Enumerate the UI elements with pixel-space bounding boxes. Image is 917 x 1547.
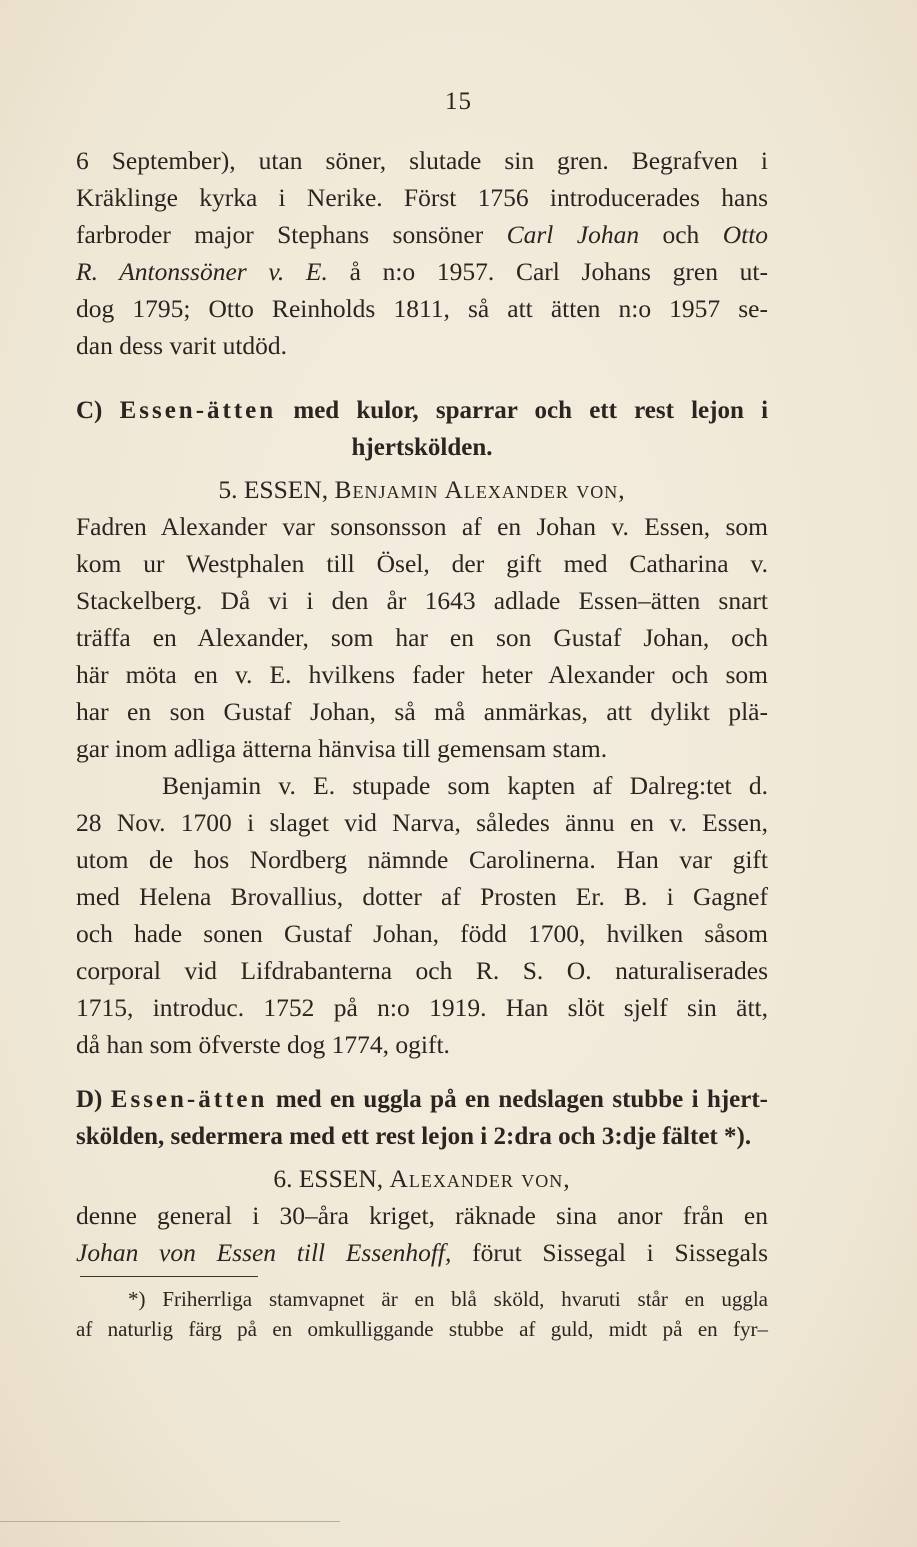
- heading-line: skölden, sedermera med ett rest lejon i 2:dra och 3:dje fältet *).: [76, 1123, 752, 1150]
- text-line: denne general i 30–åra kriget, räknade sina anor från en: [76, 1201, 768, 1230]
- text-line: här möta en v. E. hvilkens fader heter Alexander och som: [76, 660, 768, 689]
- entry-6: [76, 1160, 768, 1271]
- text-line: utom de hos Nordberg nämnde Carolinerna. Han var gift: [76, 845, 768, 874]
- text-line: och hade sonen Gustaf Johan, född 1700, hvilken såsom: [76, 919, 768, 948]
- section-c-heading: [76, 392, 768, 466]
- text-line: med Helena Brovallius, dotter af Prosten Er. B. i Gagnef: [76, 882, 768, 911]
- entry-title: 5. ESSEN, Benjamin Alexander von,: [218, 475, 626, 504]
- text-line: dan dess varit utdöd.: [76, 331, 288, 360]
- heading-line: C) Essen-ätten med kulor, sparrar och ett rest lejon i: [76, 397, 769, 424]
- text-line: 6 September), utan söner, slutade sin gren. Begrafven i: [76, 146, 768, 175]
- page-edge-line: [0, 1521, 340, 1522]
- text-line: kom ur Westphalen till Ösel, der gift med Catharina v.: [76, 549, 768, 578]
- text-line: Stackelberg. Då vi i den år 1643 adlade Essen–ätten snart: [76, 586, 768, 615]
- text-line: corporal vid Lifdrabanterna och R. S. O. naturaliserades: [76, 956, 768, 985]
- text-line: träffa en Alexander, som har en son Gustaf Johan, och: [76, 623, 768, 652]
- section-d-heading: [76, 1081, 768, 1155]
- page-number: 15: [445, 88, 472, 115]
- footnote: [76, 1284, 768, 1344]
- text-line: dog 1795; Otto Reinholds 1811, så att ätten n:o 1957 se-: [76, 294, 768, 323]
- text-line: Fadren Alexander var sonsonsson af en Johan v. Essen, som: [76, 512, 768, 541]
- heading-line: D) Essen-ätten med en uggla på en nedslagen stubbe i hjert-: [76, 1086, 769, 1113]
- footnote-rule: [80, 1276, 258, 1277]
- entry-5: [76, 471, 768, 1063]
- text-line: 28 Nov. 1700 i slaget vid Narva, således ännu en v. Essen,: [76, 808, 768, 837]
- text-line: har en son Gustaf Johan, så må anmärkas, att dylikt plä-: [76, 697, 768, 726]
- text-line: Johan von Essen till Essenhoff, förut Sissegal i Sissegals: [76, 1238, 768, 1267]
- footnote-line: *) Friherrliga stamvapnet är en blå sköld, hvaruti står en uggla: [128, 1287, 768, 1311]
- text-line: Benjamin v. E. stupade som kapten af Dalreg:tet d.: [162, 771, 768, 800]
- text-line: då han som öfverste dog 1774, ogift.: [76, 1030, 450, 1059]
- text-line: 1715, introduc. 1752 på n:o 1919. Han slöt sjelf sin ätt,: [76, 993, 768, 1022]
- entry-title: 6. ESSEN, Alexander von,: [273, 1164, 571, 1193]
- heading-line: hjertskölden.: [351, 434, 493, 461]
- text-line: farbroder major Stephans sonsöner Carl Johan och Otto: [76, 220, 769, 249]
- text-line: R. Antonssöner v. E. å n:o 1957. Carl Johans gren ut-: [76, 257, 769, 286]
- text-line: Kräklinge kyrka i Nerike. Först 1756 introducerades hans: [76, 183, 768, 212]
- paragraph-1: [76, 142, 768, 364]
- footnote-line: af naturlig färg på en omkulliggande stubbe af guld, midt på en fyr–: [76, 1317, 768, 1341]
- text-line: gar inom adliga ätterna hänvisa till gemensam stam.: [76, 734, 608, 763]
